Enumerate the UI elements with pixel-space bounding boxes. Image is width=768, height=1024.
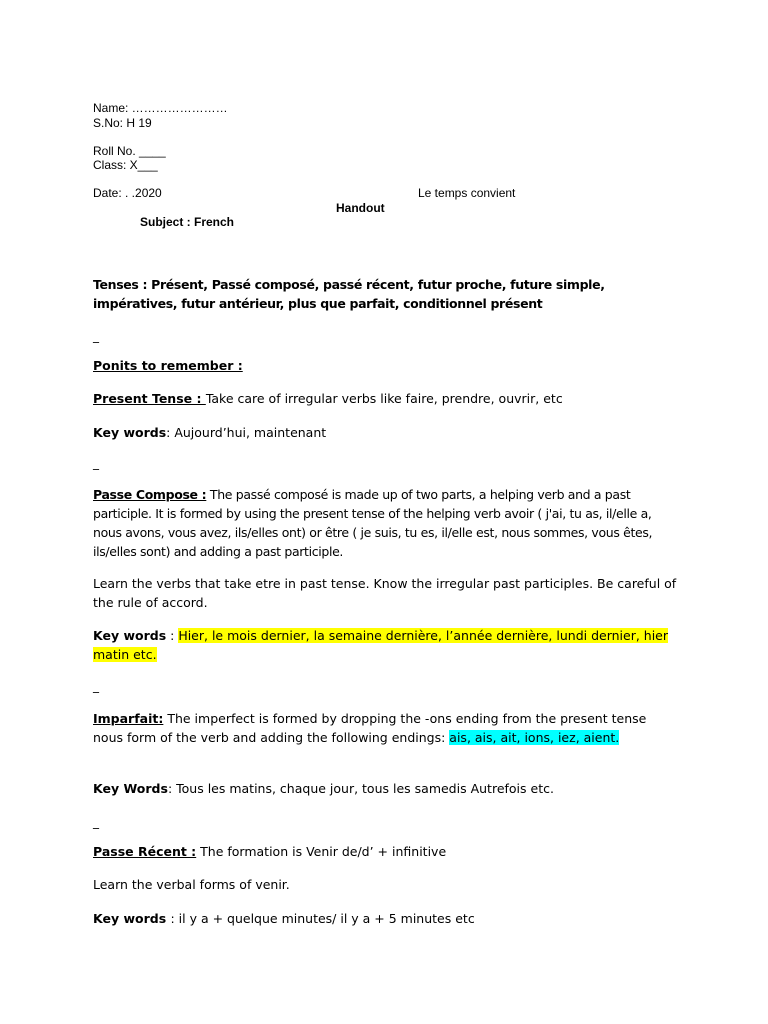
topic-title: Le temps convient [418,186,516,200]
passe-compose-text: The passé composé is made up of two parts, a helping verb and a past participle. It is formed by using the present tense of the helping verb avoir ( j'ai, tu as, il/elle a, nous avons, vous avez, ils/elles ont) or être ( je suis, tu es, il/elle est, nous sommes, vous êtes, ils/elles sont) and adding a past participle. [93,487,653,559]
handout-label: Handout [336,201,385,215]
passe-compose-paragraph [93,485,678,561]
tenses-list: Présent, Passé composé, passé récent, futur proche, future simple, impératives, futur antérieur, plus que parfait, conditionnel présent [93,277,605,311]
present-keywords-label: Key words [93,425,167,440]
passe-compose-keywords-sep: : [166,628,179,643]
roll-number: Roll No. ____ [93,144,166,158]
subject-line: Subject : French [140,215,235,229]
imparfait-keywords-label: Key Words [93,781,168,796]
present-tense-paragraph [93,389,678,408]
imparfait-keywords-text: : Tous les matins, chaque jour, tous les samedis Autrefois etc. [167,781,554,796]
tenses-paragraph [93,275,678,313]
present-tense-heading: Present Tense : [93,391,206,406]
present-keywords [93,423,678,442]
imparfait-endings: ais, ais, ait, ions, iez, aient. [449,730,620,745]
imparfait-paragraph [93,709,678,747]
tenses-label: Tenses : [93,277,152,292]
divider-dash: _ [93,329,99,343]
passe-recent-heading: Passe Récent : [93,844,197,859]
imparfait-text: The imperfect is formed by dropping the -ons ending from the present tense nous form of the verb and adding the following endings: [93,711,647,745]
divider-dash: _ [93,815,99,829]
passe-compose-keywords-text: Hier, le mois dernier, la semaine dernière, l’année dernière, lundi dernier, hier matin etc. [93,628,669,662]
passe-recent-keywords-text: : il y a + quelque minutes/ il y a + 5 minutes etc [170,911,475,926]
present-keywords-text: : Aujourd’hui, maintenant [166,425,327,440]
passe-compose-heading: Passe Compose : [93,487,207,502]
passe-recent-text: The formation is Venir de/d’ + infinitive [196,844,447,859]
passe-compose-learn: Learn the verbs that take etre in past tense. Know the irregular past participles. Be careful of the rule of accord. [93,576,677,610]
imparfait-heading: Imparfait: [93,711,164,726]
name-line: Name: …………………… [93,101,228,115]
divider-dash: _ [93,456,99,470]
imparfait-keywords [93,779,678,798]
points-heading [93,356,678,375]
passe-compose-keywords-label: Key words [93,628,167,643]
serial-number: S.No: H 19 [93,116,152,130]
passe-recent-paragraph [93,842,678,861]
present-tense-text: Take care of irregular verbs like faire, prendre, ouvrir, etc [205,391,563,406]
passe-compose-keywords [93,626,678,664]
class-line: Class: X___ [93,158,158,172]
date-line: Date: . .2020 [93,186,162,200]
passe-recent-learn: Learn the verbal forms of venir. [93,877,290,892]
points-title: Ponits to remember : [93,358,243,373]
passe-recent-keywords-label: Key words [93,911,171,926]
passe-recent-keywords [93,909,678,928]
divider-dash: _ [93,679,99,693]
